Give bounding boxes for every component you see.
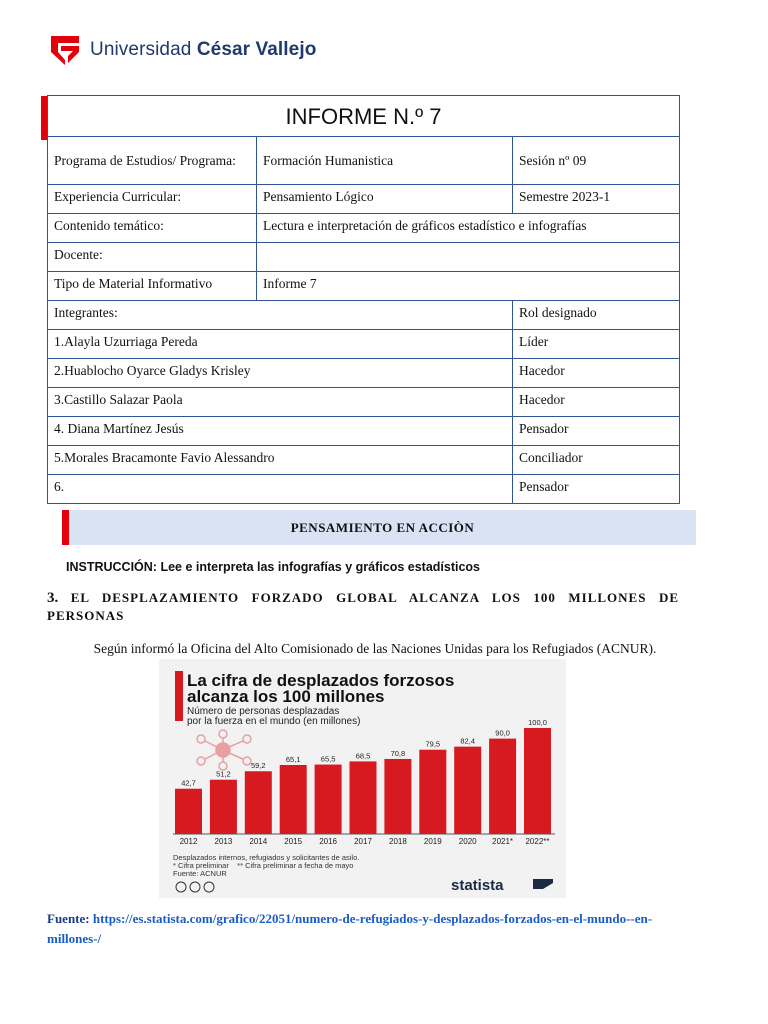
x-tick-label: 2022** (525, 837, 550, 846)
member-name: 3.Castillo Salazar Paola (48, 388, 513, 417)
row-extra: Sesión nº 09 (513, 137, 680, 185)
university-name: Universidad César Vallejo (90, 39, 317, 60)
x-tick-label: 2014 (249, 837, 268, 846)
bar-value-label: 42,7 (181, 778, 196, 788)
report-title: INFORME N.º 7 (48, 96, 680, 137)
member-name: 6. (48, 475, 513, 504)
bar-value-label: 79,5 (425, 739, 441, 749)
intro-paragraph: Según informó la Oficina del Alto Comisionado de las Naciones Unidas para los Refugiados (ACNUR). (93, 641, 657, 656)
member-role: Hacedor (513, 388, 680, 417)
member-role: Hacedor (513, 359, 680, 388)
row-label: Experiencia Curricular: (48, 185, 257, 214)
row-value: Formación Humanistica (257, 137, 513, 185)
bar-value-label: 70,8 (390, 748, 406, 758)
member-name: 2.Huablocho Oyarce Gladys Krisley (48, 359, 513, 388)
bar-value-label: 65,5 (320, 754, 336, 764)
row-value (257, 243, 680, 272)
bar-value-label: 100,0 (528, 718, 547, 727)
bar-value-label: 90,0 (495, 728, 510, 738)
heading-text: EL DESPLAZAMIENTO FORZADO GLOBAL ALCANZA LOS 100 MILLONES DE PERSONAS (47, 590, 680, 623)
infographic-chart (159, 659, 566, 898)
bar-2017 (350, 761, 377, 834)
section-heading (47, 589, 679, 625)
row-extra: Semestre 2023-1 (513, 185, 680, 214)
bar-value-label: 82,4 (460, 736, 476, 746)
heading-number: 3. (47, 590, 59, 606)
bar-2021* (489, 739, 516, 834)
ucv-shield-icon (50, 34, 80, 66)
source-label: Fuente: (47, 911, 90, 926)
member-name: 5.Morales Bracamonte Favio Alessandro (48, 446, 513, 475)
x-tick-label: 2012 (179, 837, 198, 846)
role-header: Rol designado (513, 301, 680, 330)
bar-value-label: 59,2 (250, 761, 266, 771)
report-info-table (47, 95, 680, 504)
bar-2019 (419, 750, 446, 834)
row-value: Lectura e interpretación de gráficos estadístico e infografías (257, 214, 680, 243)
members-header: Integrantes: (48, 301, 513, 330)
statista-brand: statista (451, 877, 504, 894)
note-line2: * Cifra preliminar ** Cifra preliminar a fecha de mayo (173, 861, 354, 870)
row-value: Pensamiento Lógico (257, 185, 513, 214)
section-title-bar (62, 510, 696, 545)
note-line1: Desplazados internos, refugiados y solicitantes de asilo. (173, 853, 360, 862)
x-tick-label: 2016 (319, 837, 337, 846)
instruction-text: INSTRUCCIÓN: Lee e interpreta las infografías y gráficos estadísticos (66, 560, 481, 574)
source-link[interactable]: https://es.statista.com/grafico/22051/numero-de-refugiados-y-desplazados-forzados-en-el-mundo--en-millones-/ (47, 911, 653, 946)
bar-value-label: 51,2 (216, 769, 231, 779)
bar-2014 (245, 771, 272, 834)
x-tick-label: 2019 (423, 837, 442, 846)
bar-2020 (454, 747, 481, 834)
bar-2018 (384, 759, 411, 834)
member-role: Conciliador (513, 446, 680, 475)
row-label: Docente: (48, 243, 257, 272)
row-label: Contenido temático: (48, 214, 257, 243)
title-accent-bar (175, 671, 183, 721)
row-value: Informe 7 (257, 272, 680, 301)
x-tick-label: 2021* (492, 837, 514, 846)
member-name: 1.Alayla Uzurriaga Pereda (48, 330, 513, 359)
member-role: Pensador (513, 475, 680, 504)
member-name: 4. Diana Martínez Jesús (48, 417, 513, 446)
member-role: Pensador (513, 417, 680, 446)
bar-2015 (280, 765, 307, 834)
university-logo (50, 34, 316, 66)
source-citation (47, 909, 687, 949)
bar-2012 (175, 789, 202, 834)
x-tick-label: 2015 (284, 837, 303, 846)
x-tick-label: 2013 (214, 837, 233, 846)
chart-subtitle-line2: por la fuerza en el mundo (en millones) (187, 716, 361, 727)
row-label: Programa de Estudios/ Programa: (48, 137, 257, 185)
bar-value-label: 65,1 (285, 754, 301, 764)
x-tick-label: 2017 (354, 837, 372, 846)
chart-title-line2: alcanza los 100 millones (187, 687, 385, 706)
x-tick-label: 2020 (458, 837, 477, 846)
bar-2022** (524, 728, 551, 834)
section-title: PENSAMIENTO EN ACCIÒN (290, 519, 475, 535)
chart-subtitle-line1: Número de personas desplazadas (187, 706, 340, 717)
bar-value-label: 68,5 (355, 751, 371, 761)
row-label: Tipo de Material Informativo (48, 272, 257, 301)
x-tick-label: 2018 (389, 837, 407, 846)
bar-2016 (315, 765, 342, 834)
chart-title-line1: La cifra de desplazados forzosos (187, 671, 455, 690)
note-line3: Fuente: ACNUR (173, 869, 227, 878)
bar-2013 (210, 780, 237, 834)
member-role: Líder (513, 330, 680, 359)
